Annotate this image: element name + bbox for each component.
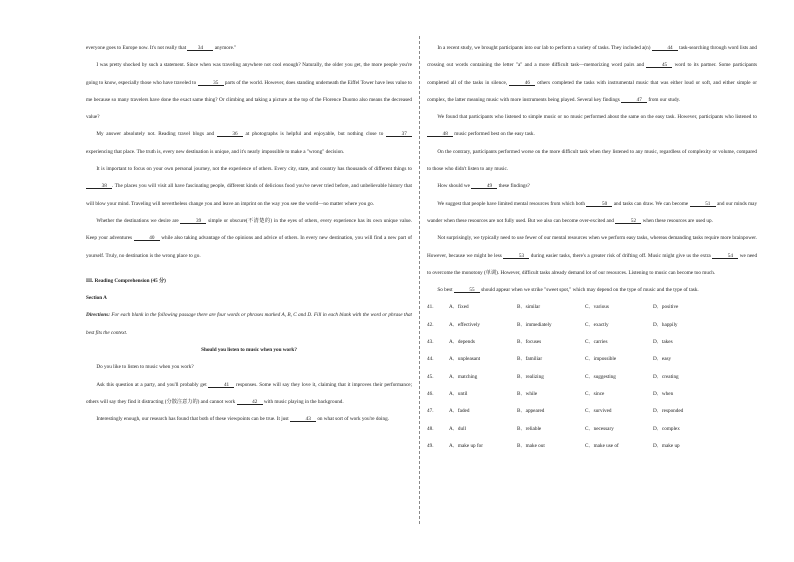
blank-52: 52: [615, 219, 641, 224]
paragraph: Whether the destinations we desire are 39 simple or obscure(不清楚的) in the eyes of others, every experience has its own unique value. Keep your adventures 40 while also taking advantage of the opinions and advice of others. In every new destination, you will find a new part of yourself. Truly, no destination is the wrong place to go.: [86, 217, 413, 259]
blank-40: 40: [134, 236, 160, 241]
option-row: 44. A．unpleasant B．familiar C．impossible D．easy: [427, 356, 672, 363]
option-row: 47. A．faded B．appeared C．survived D．responded: [427, 408, 684, 415]
left-column: [86, 40, 412, 429]
blank-53: 53: [503, 254, 529, 259]
option-row: 41. A．fixed B．similar C．various D．positive: [427, 304, 679, 311]
passage-title: Should you listen to music when you work?: [201, 347, 297, 354]
paragraph: We suggest that people have limited mental resources from which both 50 and tasks can draw. We can become 51 and our minds may wander when these resources are not fully used. But we also can become over-excited and 52 when these resources are used up.: [427, 200, 758, 224]
paragraph: We found that participants who listened to simple music or no music performed about the same on the easy task. However, participants who listened to 48 music performed best on the easy task.: [427, 109, 757, 144]
option-row: 46. A．until B．while C．since D．when: [427, 390, 674, 397]
blank-47: 47: [621, 98, 647, 103]
blank-38: 38: [86, 184, 112, 189]
section-a-label: Section A: [86, 295, 107, 302]
options-list: [427, 299, 757, 455]
section-heading: III. Reading Comprehension (45 分): [86, 277, 166, 284]
blank-49: 49: [471, 184, 497, 189]
paragraph: My answer absolutely not. Reading travel blogs and 36 at photographs is helpful and enjoyable, but nothing close to 37 experiencing that place. The truth is, every new destination is unique, and it's nearly impossible to make a "wrong" decision.: [86, 126, 412, 161]
option-row: 45. A．matching B．realizing C．suggesting D．creating: [427, 373, 679, 380]
blank-48: 48: [427, 132, 453, 137]
paragraph: So best 55 should appear when we strike "sweet spot," which may depend on the type of music and the type of task.: [437, 287, 699, 294]
paragraph: I was pretty shocked by such a statement. Since when was traveling anywhere not cool enough? Naturally, the older you get, the more people you're going to know, especially those who have traveled to 35 parts of the world. However, does standing underneath the Eiffel Tower have less value to me because so many travelers have done the exact same thing? Or climbing and taking a picture at the top of the Florence Duomo also means the decreased value?: [86, 62, 413, 121]
paragraph: Do you like to listen to music when you work?: [96, 364, 194, 371]
blank-41: 41: [208, 383, 234, 388]
paragraph: Interestingly enough, our research has found that both of these viewpoints can be true. It just 43 on what sort of work you're doing.: [96, 416, 389, 423]
blank-39: 39: [180, 219, 206, 224]
blank-55: 55: [454, 288, 480, 293]
blank-45: 45: [646, 63, 672, 68]
paragraph: everyone goes to Europe now. It's not really that 34 anymore.": [86, 45, 237, 51]
paragraph: It is important to focus on your own personal journey, not the experience of others. Every city, state, and country has thousands of different things to 38 . The places you will visit all have fascinating people, different kinds of delicious food you've never tried before, and unbelievable history that will blow your mind. Traveling will nevertheless change you and leave an imprint on the way you see the world—no matter where you go.: [86, 166, 412, 207]
option-row: 49. A．make up for B．make out C．make use of D．make up: [427, 442, 680, 449]
paragraph: How should we 49 these findings?: [437, 183, 530, 190]
option-row: 42. A．effectively B．immediately C．exactly D．happily: [427, 321, 678, 328]
blank-34: 34: [187, 46, 213, 51]
paragraph: Not surprisingly, we typically need to use fewer of our mental resources when we perform easy tasks, whereas demanding tasks require more brainpower. However, because we might be less 53 during easier tasks, there's a greater risk of drifting off. Music might give us the extra 54 we need to overcome the monotony (单调). However, difficult tasks already demand lot of our resources. Listening to music can become too much.: [427, 235, 758, 276]
blank-36: 36: [217, 132, 243, 137]
directions: Directions: For each blank in the following passage there are four words or phrases marked A, B, C and D. Fill in each blank with the word or phrase that best fits the context.: [86, 312, 412, 336]
blank-54: 54: [712, 254, 738, 259]
blank-37: 37: [386, 132, 412, 137]
blank-44: 44: [652, 46, 678, 51]
column-divider: [419, 36, 420, 524]
spacer: [86, 265, 412, 273]
blank-46: 46: [509, 81, 535, 86]
paragraph: Ask this question at a party, and you'll probably get 41 responses. Some will say they love it, claiming that it improves their performance; others will say they find it distracting (分散注意力的) and cannot work 42 with music playing in the background.: [86, 381, 413, 405]
blank-35: 35: [198, 81, 224, 86]
blank-42: 42: [237, 400, 263, 405]
paragraph: On the contrary, participants performed worse on the more difficult task when they listened to any music, regardless of complexity or volume, compared to those who didn't listen to any music.: [427, 148, 757, 173]
blank-51: 51: [690, 202, 716, 207]
option-row: 43. A．depends B．focuses C．carries D．takes: [427, 339, 673, 346]
right-column: [427, 40, 757, 455]
blank-43: 43: [290, 417, 316, 422]
blank-50: 50: [586, 202, 612, 207]
paragraph: In a recent study, we brought participants into our lab to perform a variety of tasks. They included a(n) 44 task-searching through word lists and crossing out words containing the letter "a" and a more difficult task—memorizing word pairs and 45 word to its partner. Some participants completed all of the tasks in silence, 46 others completed the tasks with instrumental music that was either loud or soft, and either simple or complex, the latter meaning music with more instruments being played. Several key findings 47 from our study.: [427, 45, 758, 103]
option-row: 48. A．dull B．reliable C．necessary D．complex: [427, 425, 680, 432]
